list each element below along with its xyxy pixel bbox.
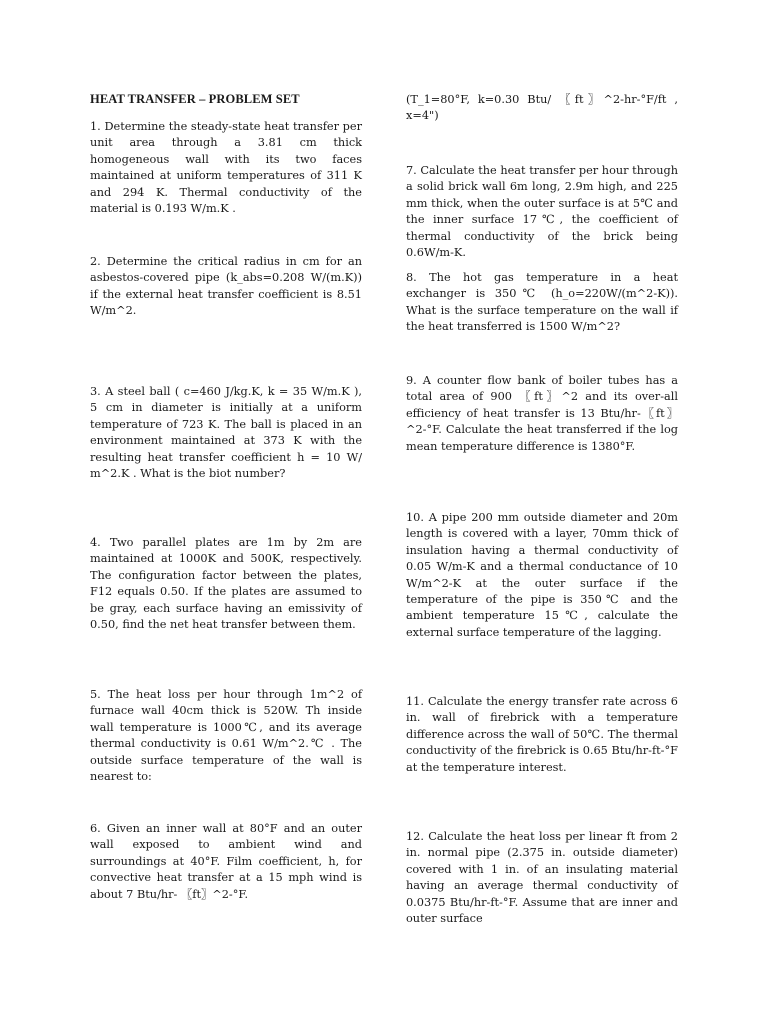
problem-8: 8. The hot gas temperature in a heat exchanger is 350℃ (h_o=220W/(m^2-K)). What is the surface temperature on the wall if the heat transferred is 1500 W/m^2? bbox=[406, 271, 678, 334]
problem-1: 1. Determine the steady-state heat transfer per unit area through a 3.81 cm thick homogeneous wall with its two faces maintained at uniform temperatures of 311 K and 294 K. Thermal conductivity of the material is 0.193 W/m.K . bbox=[90, 120, 362, 216]
problem-5: 5. The heat loss per hour through 1m^2 of furnace wall 40cm thick is 520W. Th inside wall temperature is 1000℃, and its average thermal conductivity is 0.61 W/m^2.℃ . The outside surface temperature of the wall is nearest to: bbox=[90, 688, 362, 784]
problem-6-continued: (T_1=80°F, k=0.30 Btu/ 〖ft〗^2-hr-°F/ft , x=4") bbox=[406, 93, 678, 123]
problem-10: 10. A pipe 200 mm outside diameter and 20m length is covered with a layer, 70mm thick of insulation having a thermal conductivity of 0.05 W/m-K and a thermal conductance of 10 W/m^2-K at the outer surface if the temperature of the pipe is 350℃ and the ambient temperature 15℃, calculate the external surface temperature of the lagging. bbox=[406, 511, 678, 639]
problem-6: 6. Given an inner wall at 80°F and an outer wall exposed to ambient wind and surroundings at 40°F. Film coefficient, h, for convective heat transfer at a 15 mph wind is about 7 Btu/hr- 〖ft〗^2-°F. bbox=[90, 822, 362, 901]
problem-2: 2. Determine the critical radius in cm for an asbestos-covered pipe (k_abs=0.208 W/(m.K)) if the external heat transfer coefficient is 8.51 W/m^2. bbox=[90, 255, 362, 318]
problem-12: 12. Calculate the heat loss per linear ft from 2 in. normal pipe (2.375 in. outside diameter) covered with 1 in. of an insulating material having an average thermal conductivity of 0.0375 Btu/hr-ft-°F. Assume that are inner and outer surface bbox=[406, 830, 678, 926]
problem-7: 7. Calculate the heat transfer per hour through a solid brick wall 6m long, 2.9m high, and 225 mm thick, when the outer surface is at 5℃ and the inner surface 17℃, the coefficient of thermal conductivity of the brick being 0.6W/m-K. bbox=[406, 164, 678, 260]
page-title: HEAT TRANSFER – PROBLEM SET bbox=[90, 92, 300, 106]
problem-9: 9. A counter flow bank of boiler tubes has a total area of 900 〖ft〗^2 and its over-all efficiency of heat transfer is 13 Btu/hr-〖ft〗^2-°F. Calculate the heat transferred if the log mean temperature difference is 1380°F. bbox=[406, 374, 678, 453]
problem-11: 11. Calculate the energy transfer rate across 6 in. wall of firebrick with a temperature difference across the wall of 50℃. The thermal conductivity of the firebrick is 0.65 Btu/hr-ft-°F at the temperature interest. bbox=[406, 695, 678, 774]
problem-3: 3. A steel ball ( c=460 J/kg.K, k = 35 W/m.K ), 5 cm in diameter is initially at a uniform temperature of 723 K. The ball is placed in an environment maintained at 373 K with the resulting heat transfer coefficient h = 10 W/ m^2.K . What is the biot number? bbox=[90, 385, 362, 481]
problem-4: 4. Two parallel plates are 1m by 2m are maintained at 1000K and 500K, respectively. The configuration factor between the plates, F12 equals 0.50. If the plates are assumed to be gray, each surface having an emissivity of 0.50, find the net heat transfer between them. bbox=[90, 536, 362, 632]
